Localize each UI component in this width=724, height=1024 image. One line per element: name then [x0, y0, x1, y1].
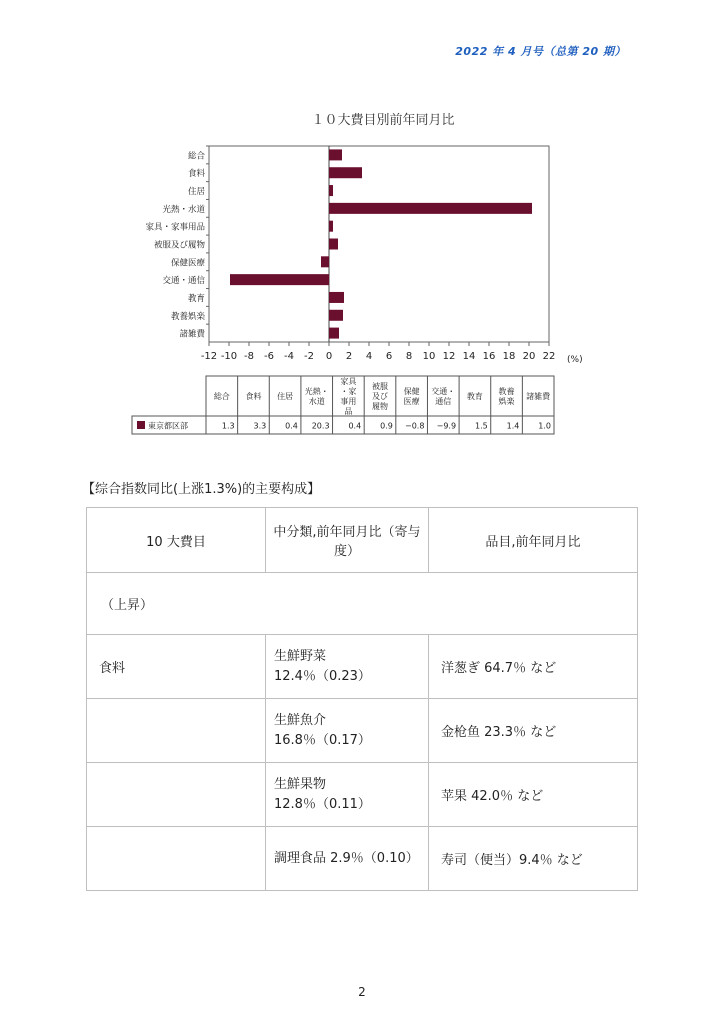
data-table-value: 20.3: [311, 421, 330, 431]
category-label: 被服及び履物: [153, 240, 205, 251]
data-table-header: 諸雑費: [526, 392, 551, 401]
bar: [329, 167, 362, 178]
x-tick-label: 8: [405, 351, 413, 362]
bar: [329, 221, 333, 232]
x-tick-label: -12: [200, 351, 218, 362]
bar: [329, 328, 339, 339]
x-tick-label: 2: [345, 351, 353, 362]
category-label: 交通・通信: [162, 276, 205, 287]
data-table-header: 食料: [245, 392, 262, 401]
data-table-header: 交通・通信: [431, 387, 456, 406]
header-item: 品目,前年同月比: [429, 508, 638, 573]
category-label: 住居: [187, 187, 205, 198]
category-label: 教育: [187, 293, 205, 304]
x-tick-label: 14: [462, 351, 476, 362]
row-category: [87, 763, 266, 827]
x-tick-label: -4: [284, 351, 294, 362]
x-tick-label: 22: [542, 351, 556, 362]
legend-label: 東京都区部: [148, 421, 188, 431]
row-item: 苹果 42.0％ など: [429, 763, 638, 827]
data-table-value: 1.0: [538, 421, 551, 431]
bar: [329, 310, 343, 321]
data-table-header: 住居: [277, 392, 294, 401]
bar: [321, 256, 329, 267]
row-category: [87, 699, 266, 763]
data-table-header: 保健医療: [403, 387, 420, 406]
legend-swatch: [137, 421, 145, 429]
bar: [329, 239, 338, 250]
data-table-value: 1.4: [506, 421, 520, 431]
chart: [120, 96, 638, 468]
composition-table: [86, 507, 638, 891]
bar: [329, 292, 344, 303]
data-table-value: 1.5: [474, 421, 488, 431]
data-table-value: 3.3: [253, 421, 267, 431]
data-table-value: −0.8: [405, 421, 425, 431]
row-category: [87, 827, 266, 891]
x-tick-label: -10: [220, 351, 238, 362]
category-label: 食料: [187, 169, 205, 180]
category-label: 教養娯楽: [170, 311, 205, 322]
header-major-category: 10 大費目: [87, 508, 266, 573]
bar: [329, 203, 532, 214]
unit-label: (%): [567, 355, 583, 365]
section-heading: 【综合指数同比(上涨1.3%)的主要构成】: [82, 482, 321, 497]
category-label: 諸雑費: [179, 329, 205, 340]
row-item: 金枪鱼 23.3％ など: [429, 699, 638, 763]
category-label: 光熱・水道: [162, 204, 205, 215]
x-tick-label: 20: [522, 351, 536, 362]
chart-svg: [120, 96, 620, 468]
x-tick-label: 4: [365, 351, 373, 362]
data-table-header: 被服及び履物: [372, 382, 388, 411]
page-number: 2: [358, 985, 366, 999]
x-tick-label: -2: [304, 351, 314, 362]
x-tick-label: 0: [325, 351, 333, 362]
x-tick-label: 16: [482, 351, 496, 362]
row-category: 食料: [87, 635, 266, 699]
table-row: [87, 827, 638, 891]
plot-frame: [209, 146, 549, 342]
table-row: [87, 763, 638, 827]
data-table-value: 0.4: [285, 421, 298, 431]
data-table-header: 教養娯楽: [498, 387, 515, 406]
bar: [329, 149, 342, 160]
x-tick-label: 12: [442, 351, 456, 362]
category-label: 保健医療: [170, 258, 205, 269]
data-table-header: 教育: [466, 392, 483, 401]
table-row: [87, 635, 638, 699]
bar: [230, 274, 329, 285]
category-label: 総合: [187, 151, 205, 162]
data-table-value: −9.9: [436, 421, 457, 431]
issue-header: 2022 年 4 月号（总第 20 期）: [455, 45, 626, 58]
data-table-value: 0.9: [380, 421, 393, 431]
chart-title: １０大費目別前年同月比: [311, 113, 455, 128]
section-label-rise: （上昇）: [87, 573, 638, 635]
data-table-value: 0.4: [348, 421, 362, 431]
row-sub-category: 生鮮野菜 12.4％（0.23）: [266, 635, 429, 699]
row-item: 洋葱ぎ 64.7％ など: [429, 635, 638, 699]
row-sub-category: 調理食品 2.9％（0.10）: [266, 827, 429, 891]
bar: [329, 185, 333, 196]
x-tick-label: 18: [502, 351, 516, 362]
data-table-header: 総合: [213, 392, 230, 401]
row-sub-category: 生鮮魚介 16.8％（0.17）: [266, 699, 429, 763]
category-label: 家具・家事用品: [145, 222, 205, 233]
row-item: 寿司（便当）9.4％ など: [429, 827, 638, 891]
data-table-header: 家具・家事用品: [340, 377, 357, 416]
x-tick-label: 10: [422, 351, 436, 362]
data-table-value: 1.3: [221, 421, 235, 431]
x-tick-label: 6: [385, 351, 393, 362]
header-sub-category: 中分類,前年同月比（寄与度）: [266, 508, 429, 573]
x-tick-label: -6: [264, 351, 274, 362]
row-sub-category: 生鮮果物 12.8％（0.11）: [266, 763, 429, 827]
data-table-header: 光熱・水道: [304, 387, 329, 406]
table-row: [87, 699, 638, 763]
x-tick-label: -8: [244, 351, 254, 362]
